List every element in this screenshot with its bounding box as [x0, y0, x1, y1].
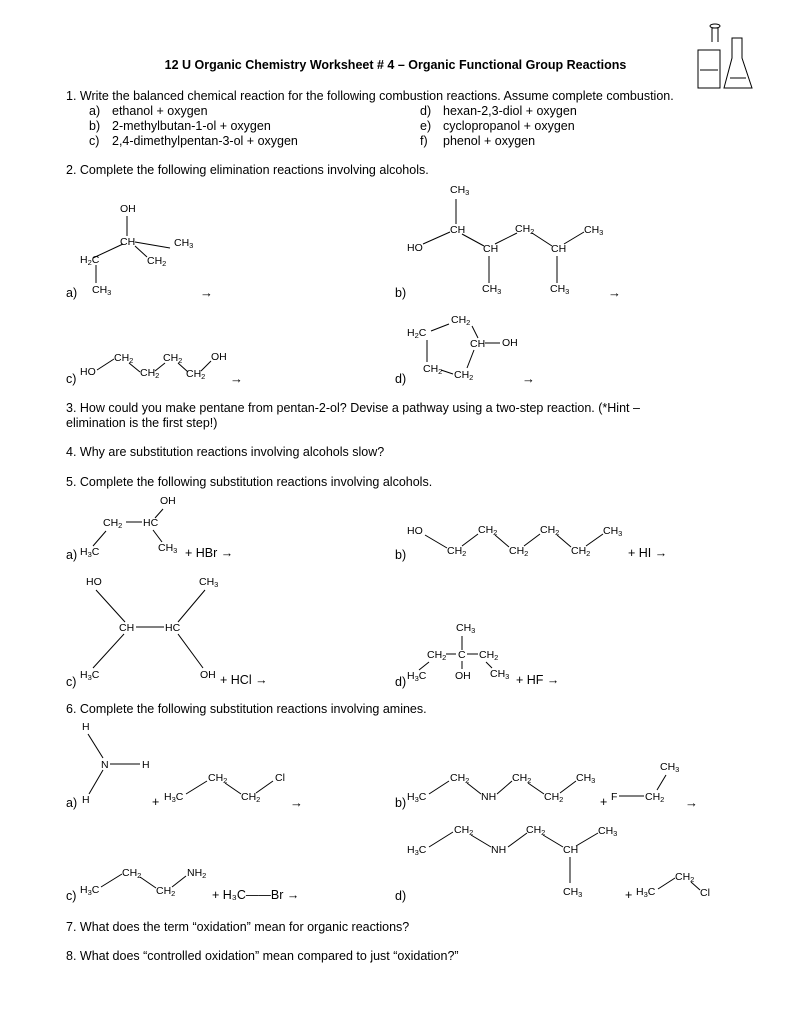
svg-text:NH: NH [491, 844, 507, 856]
q8-text: 8. What does “controlled oxidation” mean compared to just “oxidation?” [66, 949, 459, 963]
svg-text:H3C: H3C [164, 791, 184, 804]
svg-text:CH2: CH2 [675, 871, 695, 884]
svg-text:CH2: CH2 [526, 824, 546, 837]
q2-arrow-d: → [522, 371, 535, 386]
svg-text:CH2: CH2 [122, 867, 142, 880]
svg-text:H: H [82, 721, 90, 733]
structure-6a [82, 721, 285, 806]
q2-arrow-b: → [608, 285, 621, 300]
svg-text:H3C: H3C [80, 884, 100, 897]
q2-label-b: b) [395, 286, 407, 300]
svg-text:CH: CH [450, 224, 466, 236]
q6-plus-b: + [600, 795, 608, 809]
q5-reagent-hf: + HF → [516, 673, 560, 687]
worksheet-title: 12 U Organic Chemistry Worksheet # 4 – Organic Functional Group Reactions [164, 58, 627, 72]
svg-text:CH3: CH3 [598, 825, 618, 838]
svg-text:CH3: CH3 [584, 224, 604, 237]
svg-text:CH2: CH2 [478, 524, 498, 537]
q1-label-d: d) [420, 104, 432, 118]
svg-text:CH2: CH2 [163, 352, 183, 365]
svg-text:CH2: CH2 [156, 885, 176, 898]
svg-text:HO: HO [407, 525, 423, 537]
svg-text:CH: CH [119, 622, 135, 634]
structure-2a [80, 203, 193, 297]
svg-text:N: N [101, 759, 109, 771]
svg-text:CH2: CH2 [423, 363, 443, 376]
q2-label-a: a) [66, 286, 78, 300]
svg-text:CH2: CH2 [509, 545, 529, 558]
structure-2c [80, 351, 227, 381]
structure-5c [80, 576, 218, 682]
svg-text:CH3: CH3 [92, 284, 112, 297]
q6-arrow-b: → [685, 795, 698, 810]
svg-text:OH: OH [455, 670, 471, 682]
svg-text:H2C: H2C [407, 327, 427, 340]
svg-text:H3C: H3C [407, 670, 427, 683]
q5-reagent-hcl: + HCl → [220, 673, 268, 687]
svg-text:H3C: H3C [636, 886, 656, 899]
svg-text:CH3: CH3 [490, 668, 510, 681]
q2-arrow-c: → [230, 371, 243, 386]
svg-text:CH: CH [483, 243, 499, 255]
svg-text:Cl: Cl [275, 772, 285, 784]
q5-label-d: d) [395, 675, 407, 689]
q3-text-line1: 3. How could you make pentane from pentan-2-ol? Devise a pathway using a two-step reaction. (*Hint – [66, 401, 640, 415]
q6-label-d: d) [395, 889, 407, 903]
svg-text:CH3: CH3 [450, 184, 470, 197]
structure-5b [407, 524, 622, 558]
svg-text:CH2: CH2 [114, 352, 134, 365]
svg-text:CH3: CH3 [660, 761, 680, 774]
q1-text: 1. Write the balanced chemical reaction for the following combustion reactions. Assume complete combustion. [66, 89, 674, 103]
svg-text:HC: HC [165, 622, 181, 634]
structure-2b [407, 184, 603, 296]
svg-text:CH3: CH3 [199, 576, 219, 589]
q3-text-line2: elimination is the first step!) [66, 416, 218, 430]
svg-text:CH: CH [470, 338, 486, 350]
svg-text:H: H [82, 794, 90, 806]
svg-text:H: H [142, 759, 150, 771]
svg-text:CH2: CH2 [103, 517, 123, 530]
svg-text:CH2: CH2 [512, 772, 532, 785]
svg-text:CH3: CH3 [456, 622, 476, 635]
svg-text:CH3: CH3 [576, 772, 596, 785]
svg-text:OH: OH [211, 351, 227, 363]
structure-5a [80, 495, 177, 559]
svg-text:CH2: CH2 [479, 649, 499, 662]
svg-text:CH2: CH2 [208, 772, 228, 785]
svg-text:H3C: H3C [407, 791, 427, 804]
svg-text:CH2: CH2 [186, 368, 206, 381]
q7-text: 7. What does the term “oxidation” mean for organic reactions? [66, 920, 410, 934]
q2-label-d: d) [395, 372, 407, 386]
svg-text:CH2: CH2 [140, 367, 160, 380]
svg-text:OH: OH [200, 669, 216, 681]
q5-reagent-hi: + HI → [628, 546, 668, 560]
svg-text:NH2: NH2 [187, 867, 207, 880]
q6-label-b: b) [395, 796, 407, 810]
svg-text:CH3: CH3 [603, 525, 623, 538]
svg-text:CH2: CH2 [645, 791, 665, 804]
q5-reagent-hbr: + HBr → [185, 546, 234, 560]
q1-item-e: cyclopropanol + oxygen [443, 119, 575, 133]
svg-text:OH: OH [120, 203, 136, 215]
svg-text:F: F [611, 791, 618, 803]
svg-text:C: C [458, 649, 466, 661]
q5-label-b: b) [395, 548, 407, 562]
svg-text:CH: CH [551, 243, 567, 255]
q5-label-a: a) [66, 548, 78, 562]
q6-text: 6. Complete the following substitution reactions involving amines. [66, 702, 427, 716]
q6-arrow-a: → [290, 795, 303, 810]
svg-text:CH2: CH2 [544, 791, 564, 804]
svg-text:CH2: CH2 [447, 545, 467, 558]
q6-label-a: a) [66, 796, 78, 810]
svg-text:H3C: H3C [80, 546, 100, 559]
svg-text:CH3: CH3 [563, 886, 583, 899]
svg-text:CH2: CH2 [571, 545, 591, 558]
q2-text: 2. Complete the following elimination reactions involving alcohols. [66, 163, 429, 177]
svg-text:H2C: H2C [80, 254, 100, 267]
q6-reagent-c: + H₃C——Br → [212, 888, 300, 902]
svg-text:HO: HO [407, 242, 423, 254]
svg-text:CH2: CH2 [451, 314, 471, 327]
svg-text:HO: HO [86, 576, 102, 588]
q1-label-f: f) [420, 134, 428, 148]
svg-text:OH: OH [502, 337, 518, 349]
q1-item-f: phenol + oxygen [443, 134, 536, 148]
svg-text:H3C: H3C [80, 669, 100, 682]
structure-6b [407, 761, 679, 804]
q1-label-e: e) [420, 119, 432, 133]
q1-label-a: a) [89, 104, 101, 118]
q2-label-c: c) [66, 372, 77, 386]
svg-text:CH2: CH2 [454, 824, 474, 837]
q6-plus-a: + [152, 795, 160, 809]
q1-label-b: b) [89, 119, 101, 133]
svg-text:CH2: CH2 [147, 255, 167, 268]
svg-text:CH3: CH3 [174, 237, 194, 250]
q4-text: 4. Why are substitution reactions involving alcohols slow? [66, 445, 385, 459]
structure-6c [80, 867, 206, 898]
svg-text:H3C: H3C [407, 844, 427, 857]
svg-text:CH3: CH3 [158, 542, 178, 555]
svg-text:CH: CH [120, 236, 136, 248]
svg-text:CH2: CH2 [450, 772, 470, 785]
q1-item-b: 2-methylbutan-1-ol + oxygen [112, 119, 271, 133]
q5-text: 5. Complete the following substitution reactions involving alcohols. [66, 475, 433, 489]
svg-text:HC: HC [143, 517, 159, 529]
svg-text:CH3: CH3 [482, 283, 502, 296]
svg-text:CH2: CH2 [427, 649, 447, 662]
svg-text:CH2: CH2 [540, 524, 560, 537]
svg-text:HO: HO [80, 366, 96, 378]
q6-label-c: c) [66, 889, 77, 903]
svg-text:NH: NH [481, 791, 497, 803]
structure-6d [407, 824, 710, 899]
q6-plus-d: + [625, 888, 633, 902]
svg-text:CH2: CH2 [241, 791, 261, 804]
q2-arrow-a: → [200, 285, 213, 300]
svg-text:CH2: CH2 [454, 369, 474, 382]
q1-item-a: ethanol + oxygen [112, 104, 208, 118]
svg-text:CH: CH [563, 844, 579, 856]
structure-2d [407, 314, 518, 382]
svg-text:CH2: CH2 [515, 223, 535, 236]
svg-text:CH3: CH3 [550, 283, 570, 296]
q1-label-c: c) [89, 134, 100, 148]
q1-item-d: hexan-2,3-diol + oxygen [443, 104, 577, 118]
q5-label-c: c) [66, 675, 77, 689]
svg-text:OH: OH [160, 495, 176, 507]
svg-text:Cl: Cl [700, 887, 710, 899]
q1-item-c: 2,4-dimethylpentan-3-ol + oxygen [112, 134, 298, 148]
structure-5d [407, 622, 509, 683]
